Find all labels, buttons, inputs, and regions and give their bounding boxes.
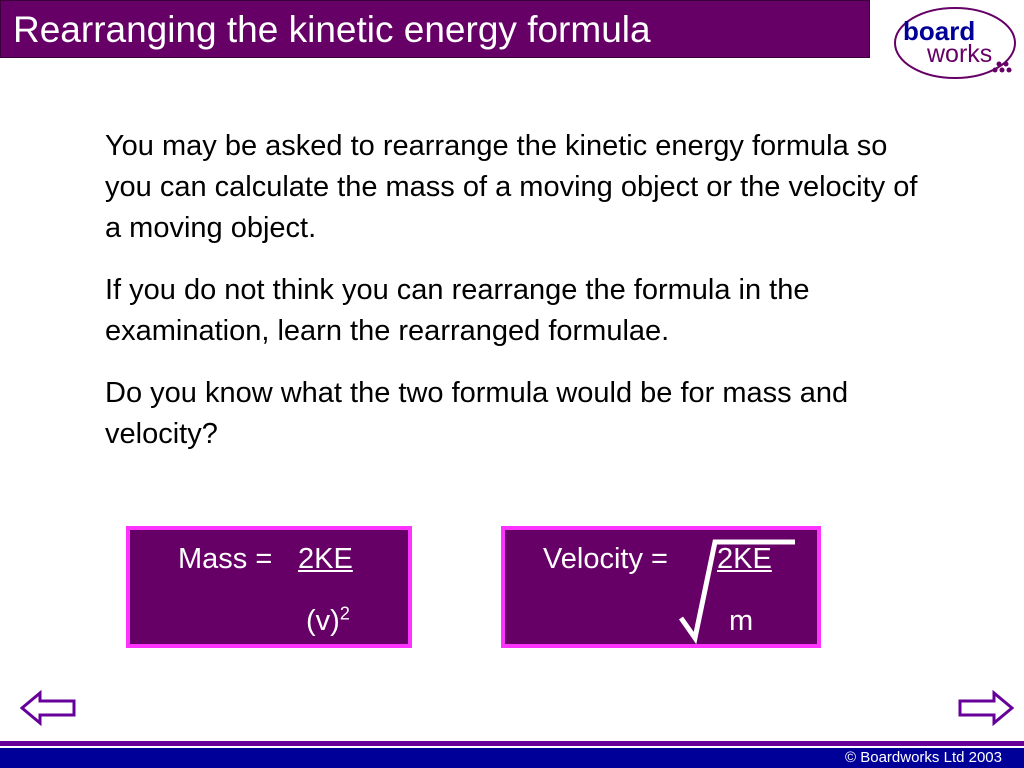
mass-denominator (306, 604, 350, 638)
footer-divider (0, 741, 1024, 746)
forward-button[interactable] (958, 690, 1014, 726)
title-bar (0, 0, 870, 58)
velocity-denominator: m (729, 605, 754, 637)
mass-numerator: 2KE (298, 543, 353, 575)
back-button[interactable] (20, 690, 76, 726)
mass-formula-box (126, 526, 412, 648)
footer-bar (0, 748, 1024, 768)
mass-label: Mass = (178, 543, 273, 575)
velocity-label: Velocity = (543, 543, 668, 575)
slide-title: Rearranging the kinetic energy formula (13, 9, 651, 50)
mass-denominator-text: (v) (306, 605, 340, 637)
mass-exponent: 2 (339, 603, 350, 624)
paragraph-3: Do you know what the two formula would be for mass and velocity? (105, 377, 849, 450)
body-text (105, 126, 920, 476)
left-arrow-icon (20, 690, 76, 726)
velocity-numerator: 2KE (717, 543, 772, 575)
velocity-formula-box (501, 526, 821, 648)
copyright-text: © Boardworks Ltd 2003 (845, 749, 1002, 766)
logo-text-board: board (903, 16, 976, 46)
boardworks-logo (893, 4, 1017, 80)
paragraph-1: You may be asked to rearrange the kinetic energy formula so you can calculate the mass of a moving object or the velocity of a moving object. (105, 130, 918, 244)
logo-text-works: works (927, 40, 993, 68)
paragraph-2: If you do not think you can rearrange the formula in the examination, learn the rearranged formulae. (105, 274, 810, 347)
right-arrow-icon (958, 690, 1014, 726)
